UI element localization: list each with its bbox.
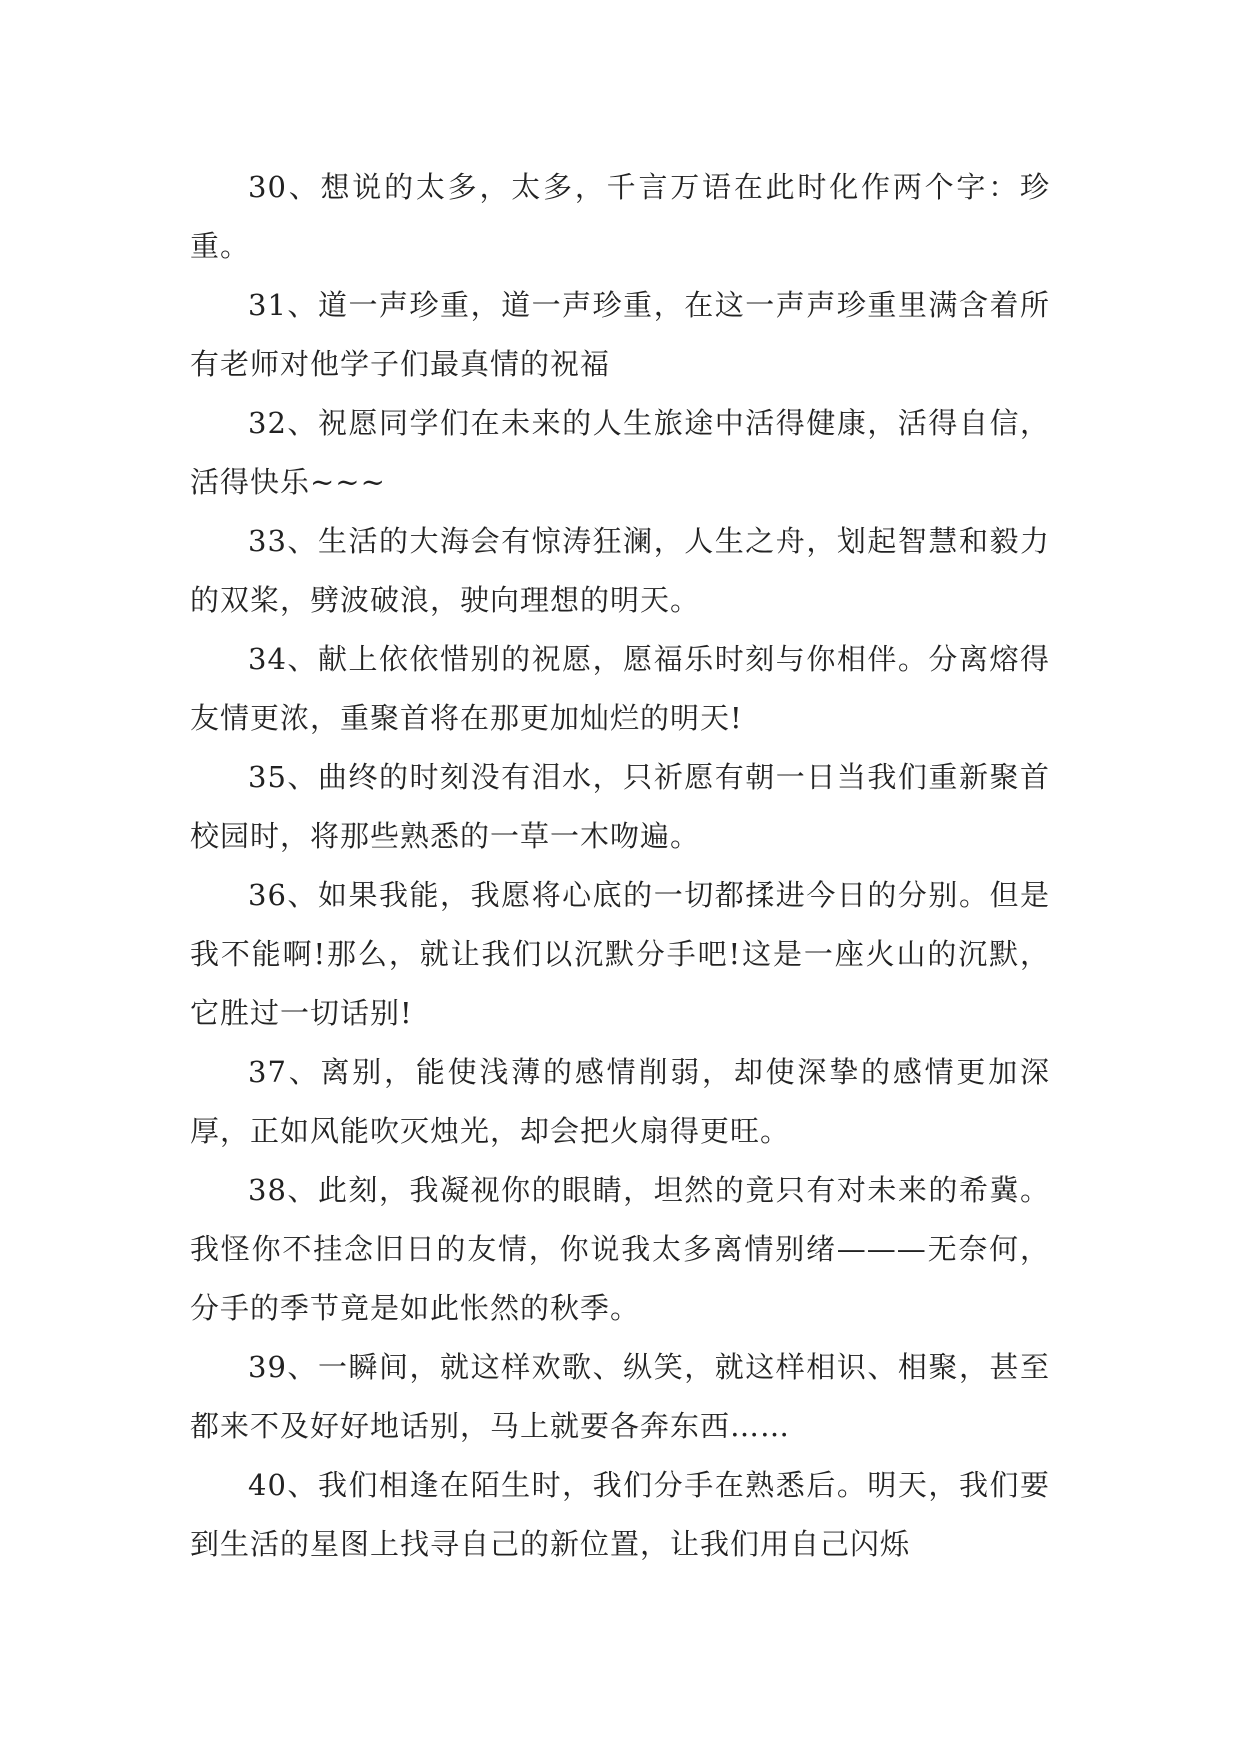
- paragraph-34: 34、献上依依惜别的祝愿，愿福乐时刻与你相伴。分离熔得友情更浓，重聚首将在那更加灿烂的明天!: [190, 642, 1050, 735]
- paragraph-31: 31、道一声珍重，道一声珍重，在这一声声珍重里满含着所有老师对他学子们最真情的祝福: [190, 288, 1050, 381]
- paragraph-36: 36、如果我能，我愿将心底的一切都揉进今日的分别。但是我不能啊!那么，就让我们以沉默分手吧!这是一座火山的沉默，它胜过一切话别!: [190, 878, 1050, 1030]
- paragraph-32: 32、祝愿同学们在未来的人生旅途中活得健康，活得自信，活得快乐~~~: [190, 406, 1050, 499]
- paragraph-40: 40、我们相逢在陌生时，我们分手在熟悉后。明天，我们要到生活的星图上找寻自己的新位置，让我们用自己闪烁: [190, 1468, 1050, 1561]
- paragraph-37: 37、离别，能使浅薄的感情削弱，却使深挚的感情更加深厚，正如风能吹灭烛光，却会把火扇得更旺。: [190, 1055, 1050, 1148]
- paragraph-38: 38、此刻，我凝视你的眼睛，坦然的竟只有对未来的希冀。我怪你不挂念旧日的友情，你说我太多离情别绪———无奈何，分手的季节竟是如此怅然的秋季。: [190, 1173, 1050, 1325]
- document-body: [190, 158, 1050, 1574]
- paragraph-30: 30、想说的太多，太多，千言万语在此时化作两个字：珍重。: [190, 170, 1050, 263]
- paragraph-35: 35、曲终的时刻没有泪水，只祈愿有朝一日当我们重新聚首校园时，将那些熟悉的一草一木吻遍。: [190, 760, 1050, 853]
- paragraph-33: 33、生活的大海会有惊涛狂澜，人生之舟，划起智慧和毅力的双桨，劈波破浪，驶向理想的明天。: [190, 524, 1050, 617]
- paragraph-39: 39、一瞬间，就这样欢歌、纵笑，就这样相识、相聚，甚至都来不及好好地话别，马上就要各奔东西……: [190, 1350, 1050, 1443]
